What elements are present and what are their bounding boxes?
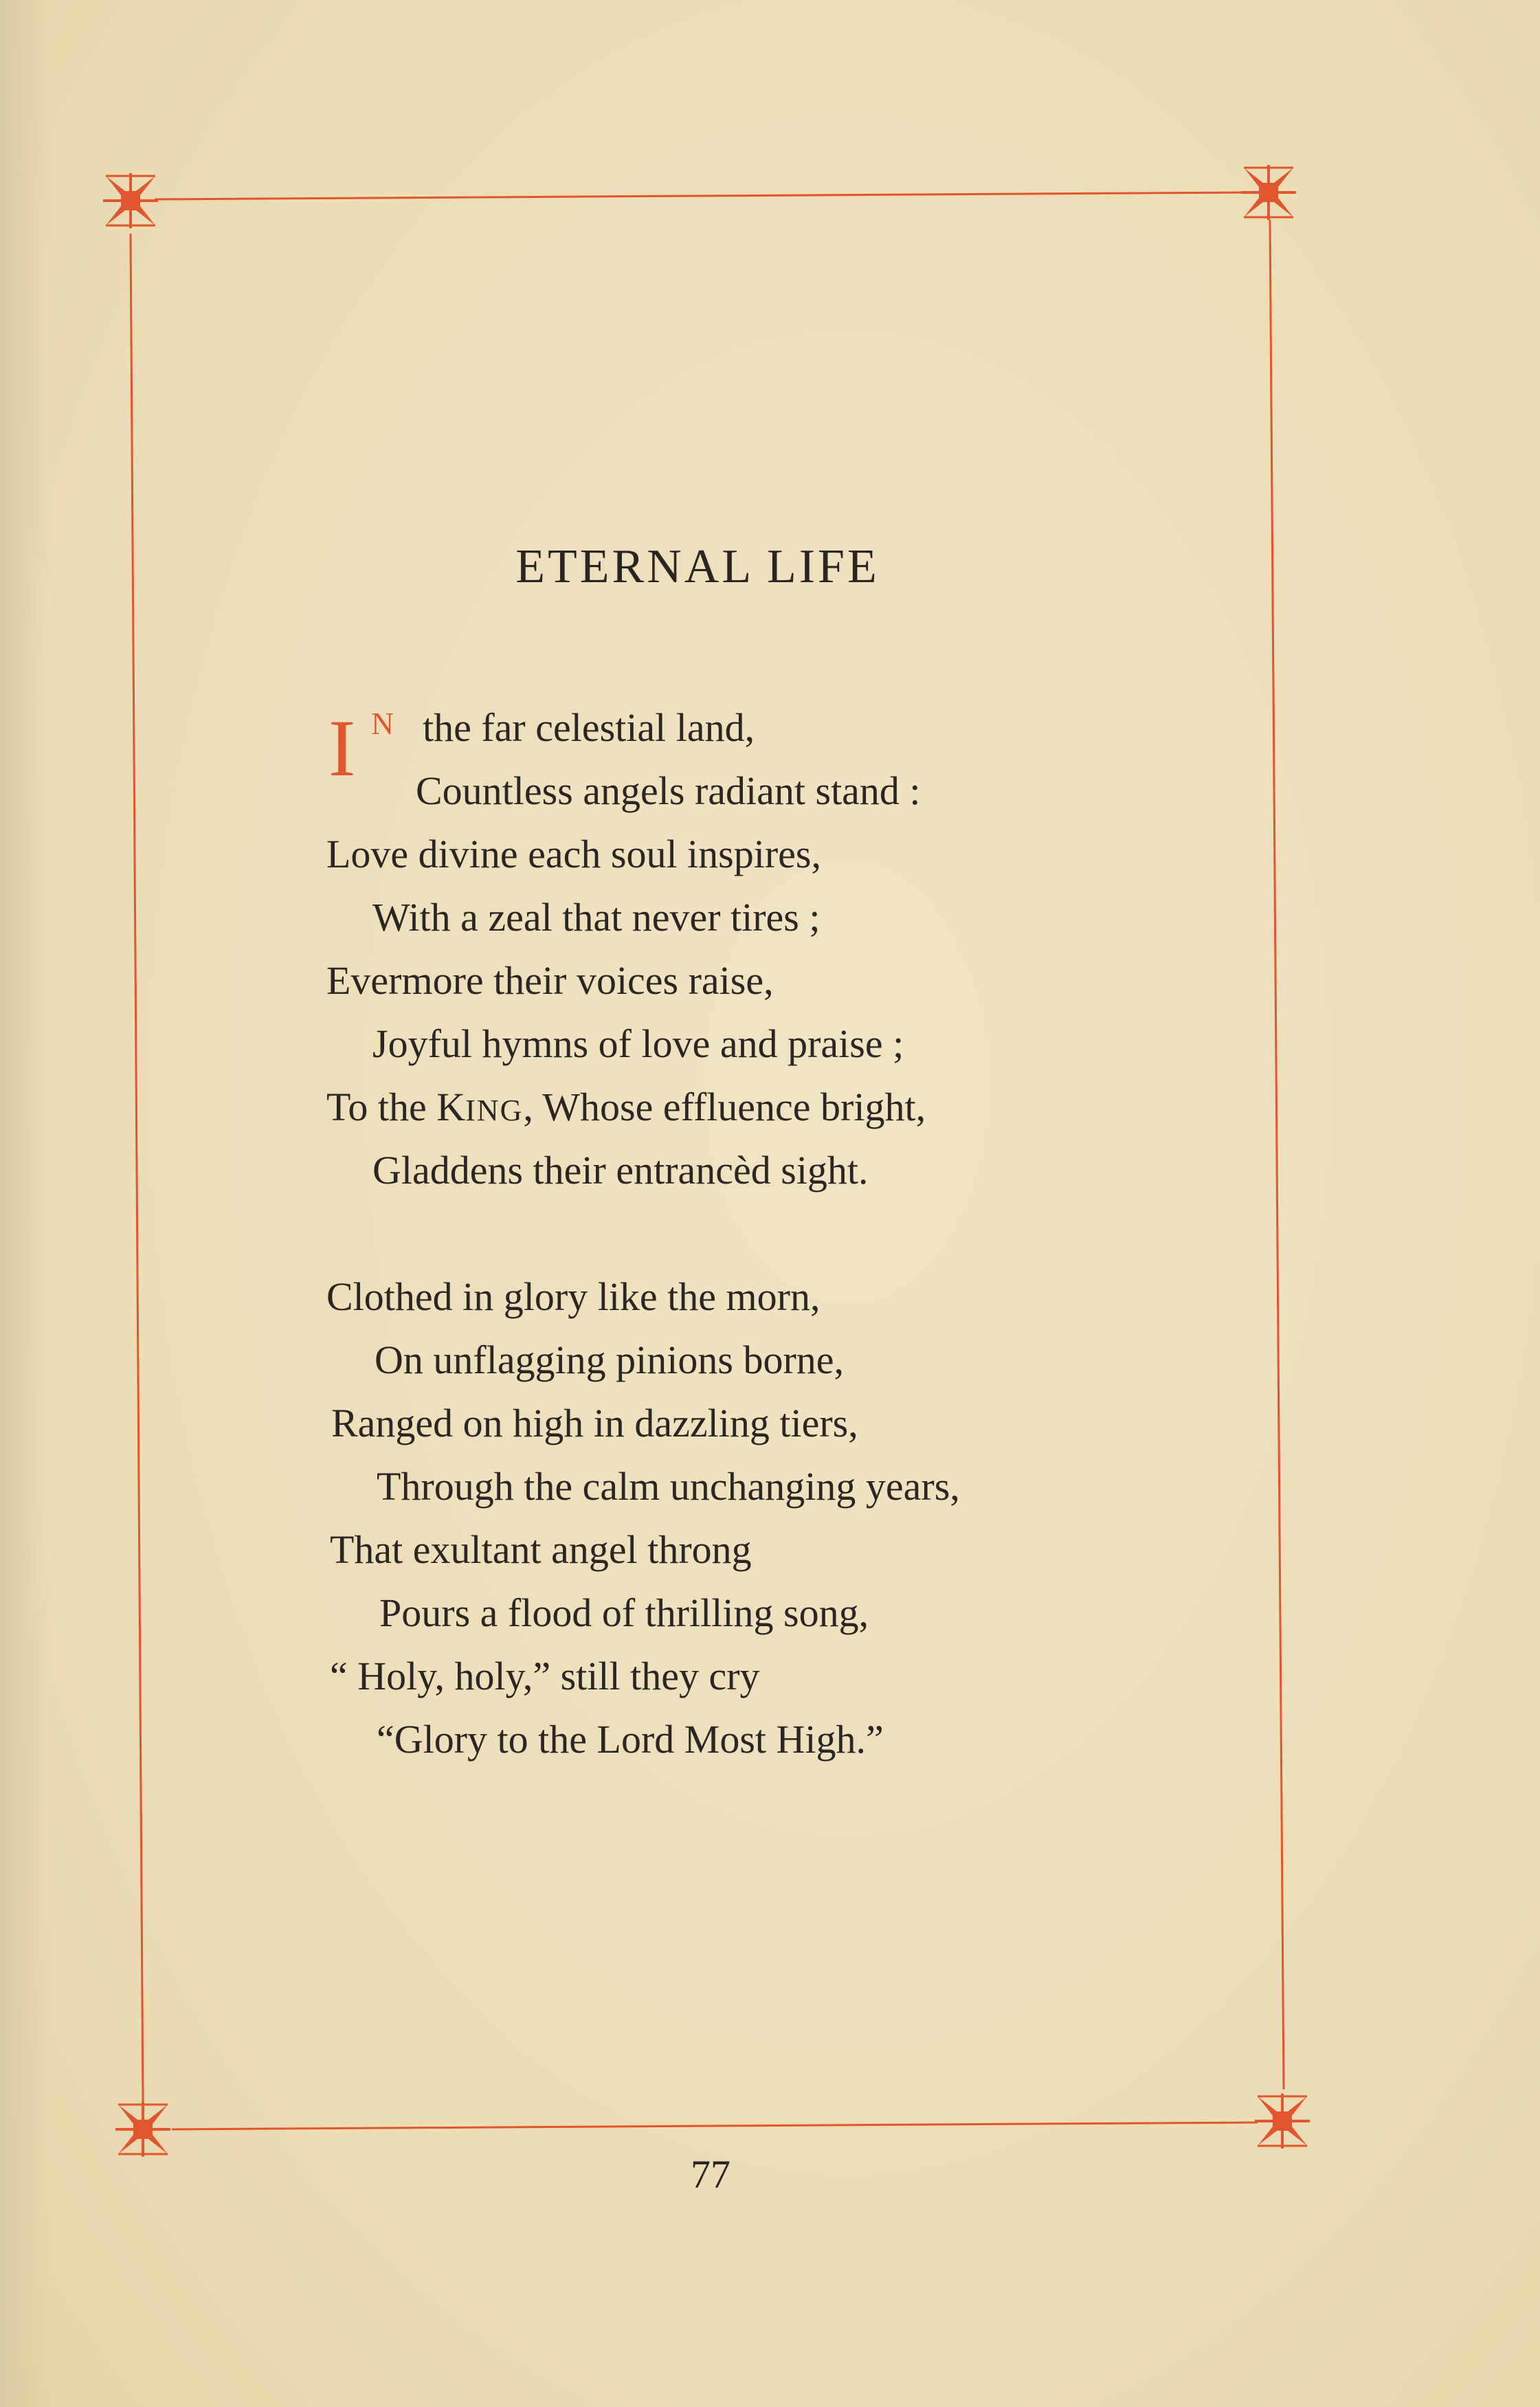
poem-line: With a zeal that never tires ; xyxy=(372,895,821,940)
poem-line: Joyful hymns of love and praise ; xyxy=(372,1021,904,1066)
poem-line: Evermore their voices raise, xyxy=(326,958,774,1003)
poem-line: That exultant angel throng xyxy=(330,1527,752,1572)
poem-line: Through the calm unchanging years, xyxy=(377,1464,960,1509)
poem-line: “Glory to the Lord Most High.” xyxy=(377,1717,884,1762)
poem-line xyxy=(326,1087,926,1127)
poem-line: the far celestial land, xyxy=(423,705,755,750)
poem-line: Countless angels radiant stand : xyxy=(416,768,921,813)
poem-line: “ Holy, holy,” still they cry xyxy=(330,1654,760,1698)
poem-line: Pours a flood of thrilling song, xyxy=(379,1590,869,1635)
poem-line: On unflagging pinions borne, xyxy=(375,1338,845,1382)
page-number: 77 xyxy=(691,2152,730,2197)
poem-line: Gladdens their entrancèd sight. xyxy=(372,1148,869,1193)
poem-title: ETERNAL LIFE xyxy=(515,540,880,593)
king-small-caps: ING xyxy=(465,1094,524,1127)
drop-cap-letter: I xyxy=(328,703,356,793)
king-initial: K xyxy=(436,1085,466,1129)
poem-text: , Whose effluence bright, xyxy=(523,1085,926,1129)
drop-cap-rest: N xyxy=(371,706,394,741)
poem-line: Ranged on high in dazzling tiers, xyxy=(331,1401,858,1445)
poem-line: Clothed in glory like the morn, xyxy=(326,1274,821,1319)
poem-line: Love divine each soul inspires, xyxy=(326,832,821,876)
poem-text: To the xyxy=(326,1085,437,1129)
